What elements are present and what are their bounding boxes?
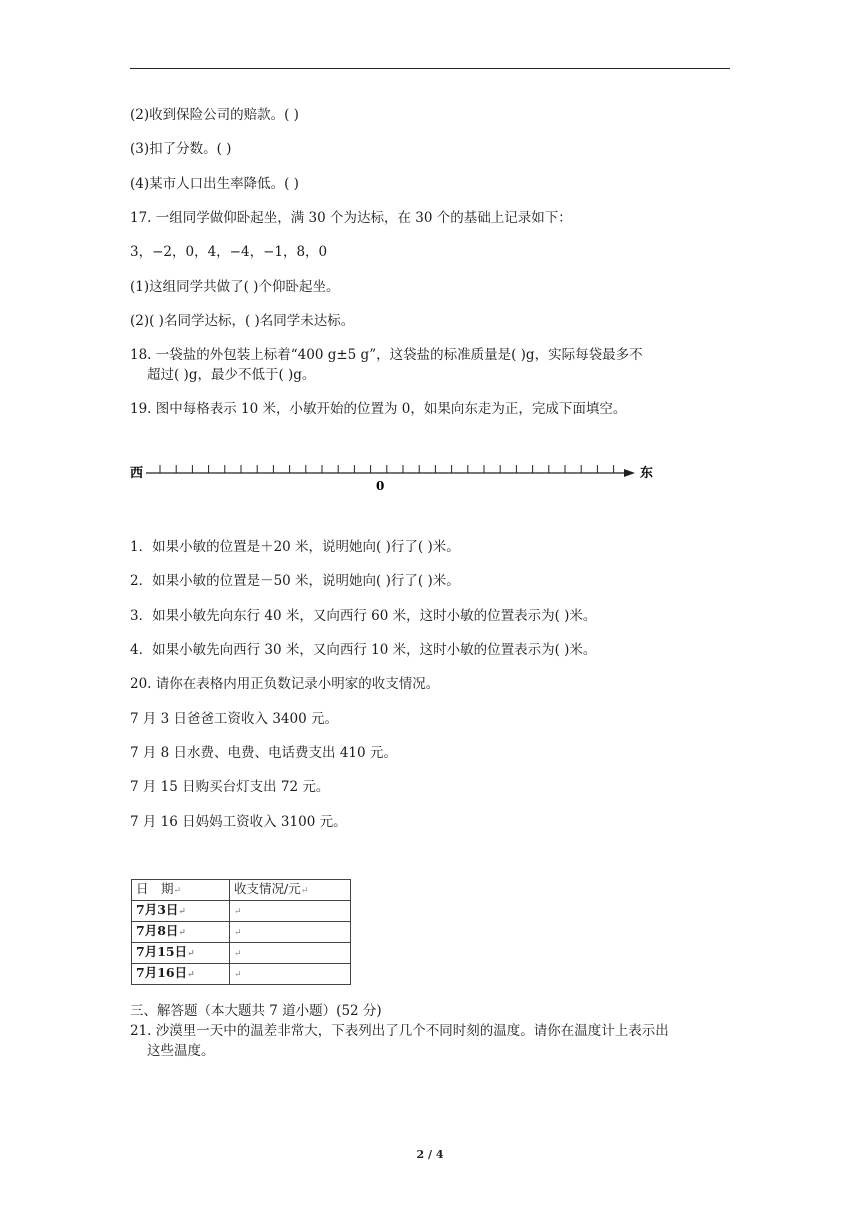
table-row bbox=[132, 943, 351, 964]
question-18-line-1: 18. 一袋盐的外包装上标着“400 g±5 g”，这袋盐的标准质量是( )g，实际每袋最多不 bbox=[130, 347, 643, 363]
table-amount-cell: ↵ bbox=[230, 943, 351, 964]
number-line bbox=[128, 456, 668, 496]
east-label: 东 bbox=[640, 466, 654, 481]
question-20: 20. 请你在表格内用正负数记录小明家的收支情况。 bbox=[130, 676, 440, 692]
section-3-heading: 三、解答题（本大题共 7 道小题）(52 分) bbox=[130, 1003, 382, 1019]
question-20-item-3: 7 月 15 日购买台灯支出 72 元。 bbox=[130, 779, 330, 795]
question-21-line-2: 这些温度。 bbox=[147, 1043, 215, 1059]
page-number: 2 / 4 bbox=[416, 1148, 444, 1161]
q16-item-2: (2)收到保险公司的赔款。( ) bbox=[130, 107, 299, 123]
question-18-line-2: 超过( )g，最少不低于( )g。 bbox=[147, 367, 316, 383]
axis-ticks bbox=[160, 465, 614, 473]
table-date-cell: 7月15日↵ bbox=[132, 943, 230, 964]
q16-item-3: (3)扣了分数。( ) bbox=[130, 141, 232, 157]
question-17-part-2: (2)( )名同学达标，( )名同学未达标。 bbox=[130, 313, 355, 329]
table-date-cell: 7月16日↵ bbox=[132, 964, 230, 985]
income-expense-table bbox=[131, 879, 351, 985]
table-header-row bbox=[132, 880, 351, 901]
table-header-date: 日 期↵ bbox=[132, 880, 230, 901]
question-20-item-1: 7 月 3 日爸爸工资收入 3400 元。 bbox=[130, 711, 338, 727]
q16-item-4: (4)某市人口出生率降低。( ) bbox=[130, 176, 299, 192]
question-19-part-3: 3．如果小敏先向东行 40 米，又向西行 60 米，这时小敏的位置表示为( )米。 bbox=[130, 608, 597, 624]
header-rule bbox=[130, 68, 730, 69]
table-date-cell: 7月3日↵ bbox=[132, 901, 230, 922]
zero-label: 0 bbox=[376, 479, 385, 493]
question-20-item-2: 7 月 8 日水费、电费、电话费支出 410 元。 bbox=[130, 745, 397, 761]
table-row bbox=[132, 964, 351, 985]
question-19-part-1: 1．如果小敏的位置是＋20 米，说明她向( )行了( )米。 bbox=[130, 539, 460, 555]
question-17-data: 3，−2，0，4，−4，−1，8，0 bbox=[130, 244, 328, 260]
question-20-item-4: 7 月 16 日妈妈工资收入 3100 元。 bbox=[130, 814, 347, 830]
question-19-part-2: 2．如果小敏的位置是－50 米，说明她向( )行了( )米。 bbox=[130, 573, 460, 589]
question-21-line-1: 21. 沙漠里一天中的温差非常大，下表列出了几个不同时刻的温度。请你在温度计上表示出 bbox=[130, 1023, 669, 1039]
table-amount-cell: ↵ bbox=[230, 901, 351, 922]
table-date-cell: 7月8日↵ bbox=[132, 922, 230, 943]
question-17-part-1: (1)这组同学共做了( )个仰卧起坐。 bbox=[130, 279, 340, 295]
question-19: 19. 图中每格表示 10 米，小敏开始的位置为 0，如果向东走为正，完成下面填空。 bbox=[130, 401, 627, 417]
west-label: 西 bbox=[130, 466, 144, 481]
table-row bbox=[132, 901, 351, 922]
question-17: 17. 一组同学做仰卧起坐，满 30 个为达标，在 30 个的基础上记录如下： bbox=[130, 210, 572, 226]
table-amount-cell: ↵ bbox=[230, 964, 351, 985]
question-19-part-4: 4．如果小敏先向西行 30 米，又向西行 10 米，这时小敏的位置表示为( )米。 bbox=[130, 642, 597, 658]
table-row bbox=[132, 922, 351, 943]
table-amount-cell: ↵ bbox=[230, 922, 351, 943]
axis-arrow bbox=[624, 469, 635, 477]
table-header-amount: 收支情况/元↵ bbox=[230, 880, 351, 901]
